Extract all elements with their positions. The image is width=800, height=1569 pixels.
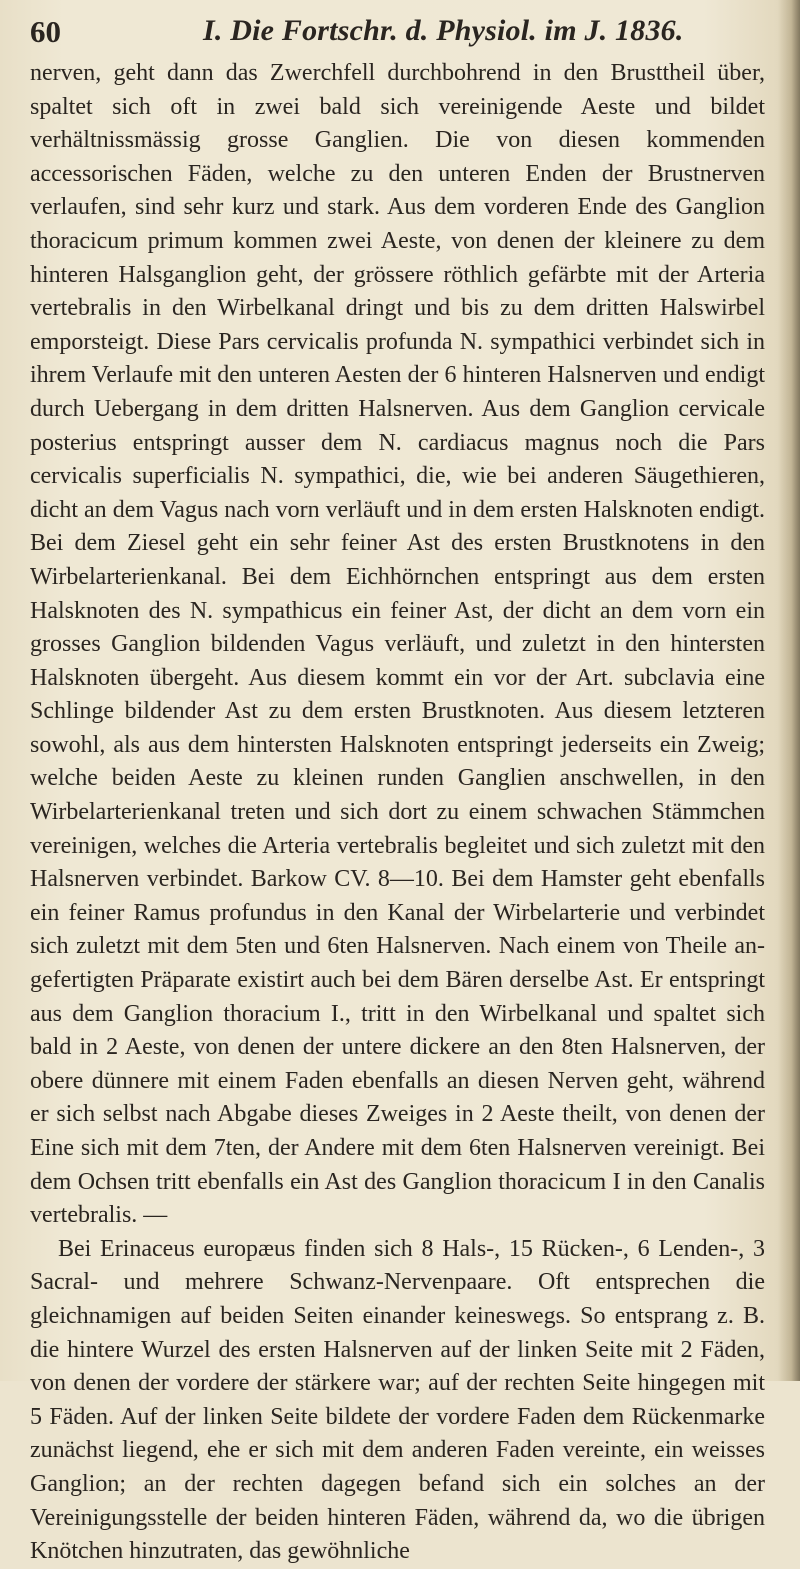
page-header <box>30 14 760 50</box>
body-text <box>30 57 765 1569</box>
page-number: 60 <box>30 14 61 49</box>
paragraph-1: nerven, geht dann das Zwerchfell durchbohrend in den Brusttheil über, spaltet sich oft in zwei bald sich vereinigende Aeste und bildet verhältnissmässig grosse Ganglien. Die von diesen kommenden accessorischen Fäden, welche zu den unteren Enden der Brustnerven verlaufen, sind sehr kurz und stark. Aus dem vorderen Ende des Ganglion thoracicum primum kommen zwei Aeste, von denen der kleinere zu dem hinteren Halsganglion geht, der grössere röthlich gefärbte mit der Arteria vertebralis in den Wirbelkanal dringt und bis zu dem dritten Halswirbel emporsteigt. Diese Pars cervicalis profunda N. sympathici verbindet sich in ihrem Verlaufe mit den unteren Aesten der 6 hinteren Halsnerven und endigt durch Uebergang in dem dritten Halsnerven. Aus dem Ganglion cervicale posterius entspringt ausser dem N. cardiacus magnus noch die Pars cervicalis superficialis N. sympathici, die, wie bei anderen Säugethieren, dicht an dem Vagus nach vorn verläuft und in dem ersten Halsknoten endigt. Bei dem Ziesel geht ein sehr feiner Ast des ersten Brustknotens in den Wirbelarterienkanal. Bei dem Eichhörnchen entspringt aus dem ersten Halsknoten des N. sympathicus ein feiner Ast, der dicht an dem vorn ein grosses Ganglion bildenden Vagus verläuft, und zuletzt in den hintersten Halsknoten übergeht. Aus diesem kommt ein vor der Art. subclavia eine Schlinge bildender Ast zu dem ersten Brustknoten. Aus diesem letzteren sowohl, als aus dem hintersten Halsknoten entspringt jederseits ein Zweig; welche beiden Aeste zu kleinen runden Ganglien anschwellen, in den Wirbelarterienkanal treten und sich dort zu einem schwachen Stämmchen vereinigen, welches die Arteria vertebralis begleitet und sich zuletzt mit den Halsnerven verbindet. Barkow CV. 8—10. Bei dem Hamster geht ebenfalls ein feiner Ramus profundus in den Kanal der Wirbelarterie und verbindet sich zuletzt mit dem 5ten und 6ten Halsnerven. Nach einem von Theile angefertigten Präparate existirt auch bei dem Bären derselbe Ast. Er entspringt aus dem Ganglion thoracium I., tritt in den Wirbelkanal und spaltet sich bald in 2 Aeste, von denen der untere dickere an den 8ten Halsnerven, der obere dünnere mit einem Faden ebenfalls an diesen Nerven geht, während er sich selbst nach Abgabe dieses Zweiges in 2 Aeste theilt, von denen der Eine sich mit dem 7ten, der Andere mit dem 6ten Halsnerven vereinigt. Bei dem Ochsen tritt ebenfalls ein Ast des Ganglion thoracicum I in den Canalis vertebralis. — <box>30 60 765 1229</box>
running-title: I. Die Fortschr. d. Physiol. im J. 1836. <box>203 14 684 47</box>
paragraph-2: Bei Erinaceus europæus finden sich 8 Hals-, 15 Rücken-, 6 Lenden-, 3 Sacral- und mehrere Schwanz-Nervenpaare. Oft entsprechen die gleichnamigen auf beiden Seiten einander keineswegs. So entsprang z. B. die hintere Wurzel des ersten Halsnerven auf der linken Seite mit 2 Fäden, von denen der vordere der stärkere war; auf der rechten Seite hingegen mit 5 Fäden. Auf der linken Seite bildete der vordere Faden dem Rückenmarke zunächst liegend, ehe er sich mit dem anderen Faden vereinte, ein weisses Ganglion; an der rechten dagegen befand sich ein solches an der Vereinigungsstelle der beiden hinteren Fäden, während da, wo die übrigen Knötchen hinzutraten, das gewöhnliche <box>30 1235 765 1565</box>
page-edge-shadow <box>778 0 800 1381</box>
